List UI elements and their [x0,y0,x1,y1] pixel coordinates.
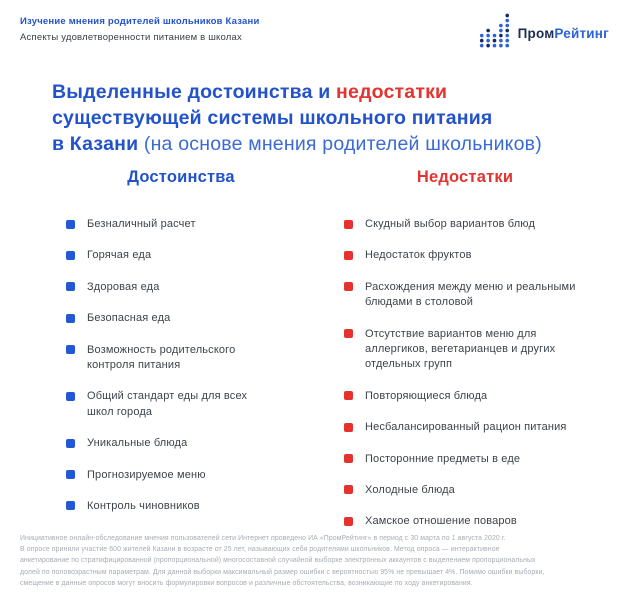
list-item [66,436,310,451]
page-title [52,80,592,158]
footnote-line: анкетирование по стратифицированной (пропорциональной) многосоставной случайной выборке электронных аккаунтов с выделением пропорциональных [20,557,536,565]
list-item [66,343,310,374]
blue-square-bullet-icon [66,314,75,323]
list-item [344,452,600,467]
list-item [344,217,600,232]
list-item-label: Безналичный расчет [87,218,196,230]
red-square-bullet-icon [344,282,353,291]
list-item-label: Хамское отношение поваров [365,515,517,528]
list-item-label: Горячая еда [87,249,152,262]
report-header [20,16,260,43]
title-segment-blue-2: существующей системы школьного питания [52,106,493,129]
list-item-label: Общий стандарт еды для всех школ города [87,390,248,418]
list-item [66,248,310,263]
blue-square-bullet-icon [66,251,75,260]
list-item [344,248,600,263]
list-item-label: Несбалансированный рацион питания [365,421,567,434]
list-item [66,468,310,483]
list-item [66,311,310,326]
blue-square-bullet-icon [66,220,75,229]
footnote-line: смещение в данные опросов могут вносить формулировки вопросов и различные обстоятельства, возникающие по ходу анкетирования. [20,579,473,587]
comparison-columns [52,168,600,530]
footnote-line: долей по половозрастным параметрам. Для данной выборки максимальный размер ошибки с вероятностью 95% не превышает 4%. Помимо ошибки выборки, [20,568,545,576]
list-item-label: Безопасная еда [87,312,171,325]
red-square-bullet-icon [344,220,353,229]
list-item-label: Прогнозируемое меню [87,468,206,481]
red-square-bullet-icon [344,391,353,400]
list-item-label: Уникальные блюда [87,437,188,450]
footnote-line: Инициативное онлайн-обследование мнения пользователей сети Интернет проведено ИА «ПромРейтинг» в период с 30 марта по 1 августа 2020 г. [20,535,506,542]
list-item-label: Посторонние предметы в еде [365,452,521,465]
red-square-bullet-icon [344,423,353,432]
title-segment-blue-1: Выделенные достоинства и [52,81,337,103]
blue-square-bullet-icon [66,345,75,354]
disadvantages-list [330,217,600,530]
list-item-label: Отсутствие вариантов меню для аллергиков, вегетарианцев и других отдельных групп [365,327,556,371]
methodology-footnote [20,533,615,589]
red-square-bullet-icon [344,251,353,260]
blue-square-bullet-icon [66,439,75,448]
list-item-label: Здоровая еда [87,280,160,293]
title-segment-blue-3: в Казани [52,132,139,155]
list-item-label: Возможность родительского контроля питания [87,343,236,371]
list-item [344,483,600,498]
list-item [344,420,600,435]
list-item [344,327,600,373]
list-item-label: Повторяющиеся блюда [365,389,488,402]
red-square-bullet-icon [344,454,353,463]
list-item [66,217,310,232]
logo-word-prom: Пром [517,26,555,41]
blue-square-bullet-icon [66,470,75,479]
report-subtitle: Аспекты удовлетворенности питанием в школах [20,32,242,43]
advantages-header: Достоинства [127,168,235,186]
report-title: Изучение мнения родителей школьников Казани [20,16,260,27]
red-square-bullet-icon [344,485,353,494]
list-item [344,514,600,529]
list-item-label: Недостаток фруктов [365,249,472,262]
blue-square-bullet-icon [66,392,75,401]
dot-matrix-bar-chart-icon [479,13,510,54]
list-item [344,280,600,311]
title-segment-light: (на основе мнения родителей школьников) [138,132,542,155]
disadvantages-header: Недостатки [416,168,514,186]
logo-wordmark [518,26,609,41]
disadvantages-column [330,168,600,530]
red-square-bullet-icon [344,517,353,526]
logo-word-rating: Рейтинг [554,26,609,41]
advantages-list [52,217,310,514]
list-item [66,389,310,420]
footnote-line: В опросе приняли участие 600 жителей Казани в возрасте от 25 лет, называющих себя родителями школьников. Метод опроса — интерактивное [20,546,500,554]
blue-square-bullet-icon [66,282,75,291]
list-item [344,389,600,404]
list-item [66,499,310,514]
title-segment-red: недостатки [336,81,448,103]
list-item-label: Холодные блюда [365,483,455,496]
list-item-label: Контроль чиновников [87,499,200,512]
red-square-bullet-icon [344,329,353,338]
list-item-label: Расхождения между меню и реальными блюдами в столовой [365,280,576,309]
promrating-logo [479,13,609,54]
list-item-label: Скудный выбор вариантов блюд [365,218,536,230]
list-item [66,280,310,295]
blue-square-bullet-icon [66,501,75,510]
advantages-column [52,168,310,530]
